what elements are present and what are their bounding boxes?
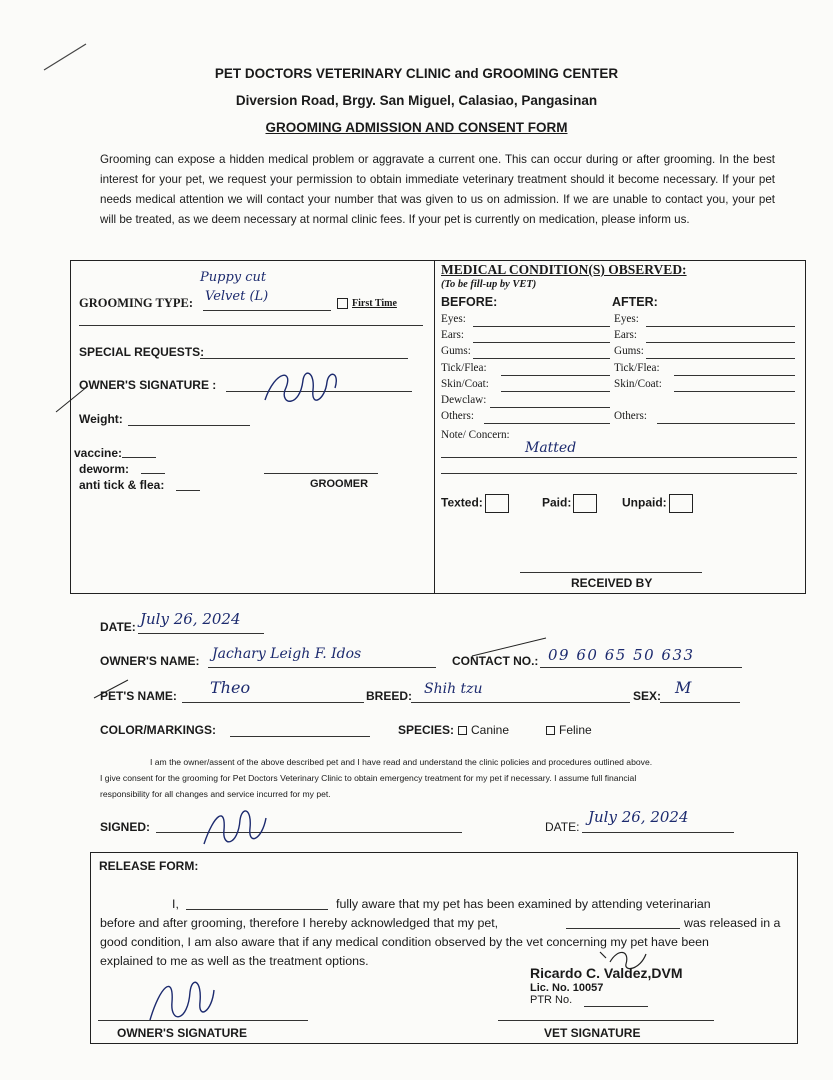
medical-subtitle: (To be fill-up by VET) bbox=[441, 279, 537, 290]
after-item: Skin/Coat: bbox=[614, 378, 662, 390]
release-title: RELEASE FORM: bbox=[99, 859, 199, 873]
signed-signature-scribble bbox=[196, 796, 276, 856]
sex-value: M bbox=[675, 678, 692, 697]
medical-title: MEDICAL CONDITION(S) OBSERVED: bbox=[441, 262, 687, 277]
after-item: Eyes: bbox=[614, 313, 639, 325]
contact-value: 09 60 65 50 633 bbox=[548, 646, 695, 664]
owner-name-label: OWNER'S NAME: bbox=[100, 654, 200, 668]
texted-label: Texted: bbox=[441, 495, 483, 510]
contact-strike bbox=[470, 634, 550, 660]
before-item: Gums: bbox=[441, 345, 471, 357]
breed-value: Shih tzu bbox=[424, 681, 483, 697]
canine-label: Canine bbox=[471, 723, 510, 737]
owner-signature-release-label: OWNER'S SIGNATURE bbox=[117, 1026, 247, 1040]
signed-label: SIGNED: bbox=[100, 820, 151, 834]
before-item: Ears: bbox=[441, 329, 464, 341]
deworm-label: deworm: bbox=[79, 462, 130, 476]
after-item: Ears: bbox=[614, 329, 637, 341]
breed-label: BREED: bbox=[366, 689, 413, 703]
before-item: Others: bbox=[441, 410, 474, 422]
intro-paragraph: Grooming can expose a hidden medical problem or aggravate a current one. This can occur during or after grooming. In the best interest for your pet, we request your permission to obtain immediate veterinary treatment should it become necessary. If your pet needs medical attention we will contact your number that was given to us on admission. If we are unable to contact you, your pet will be treated, as we deem necessary at normal clinic fees. If your pet is currently on medication, please inform us. bbox=[100, 153, 775, 226]
consent-date-value: July 26, 2024 bbox=[588, 808, 689, 826]
color-label: COLOR/MARKINGS: bbox=[100, 723, 216, 737]
before-item: Eyes: bbox=[441, 313, 466, 325]
note-label: Note/ Concern: bbox=[441, 429, 510, 441]
grooming-type-value-2: Velvet (L) bbox=[205, 289, 269, 304]
pet-name-label: PET'S NAME: bbox=[100, 689, 177, 703]
owner-signature-label: OWNER'S SIGNATURE : bbox=[79, 378, 217, 392]
before-item: Skin/Coat: bbox=[441, 378, 489, 390]
form-title: GROOMING ADMISSION AND CONSENT FORM bbox=[265, 120, 568, 135]
clinic-address: Diversion Road, Brgy. San Miguel, Calasiao, Pangasinan bbox=[235, 93, 598, 108]
special-requests-label: SPECIAL REQUESTS: bbox=[79, 345, 205, 359]
grooming-type-value-1: Puppy cut bbox=[200, 270, 267, 285]
consent-line-3: responsibility for all changes and service incurred for my pet. bbox=[100, 789, 331, 799]
consent-line-1: I am the owner/assent of the above described pet and I have read and understand the clinic policies and procedures outlined above. bbox=[150, 757, 653, 767]
species-label: SPECIES: bbox=[398, 723, 455, 737]
consent-line-2: I give consent for the grooming for Pet Doctors Veterinary Clinic to obtain emergency treatment for my pet if necessary. I assume full financial bbox=[100, 773, 637, 783]
paid-checkbox[interactable] bbox=[542, 494, 597, 513]
unpaid-checkbox[interactable] bbox=[622, 494, 693, 513]
vet-ptr: PTR No. bbox=[530, 994, 573, 1006]
release-p2b: was released in a bbox=[684, 916, 781, 930]
received-by-label: RECEIVED BY bbox=[571, 576, 653, 590]
owner-name-value: Jachary Leigh F. Idos bbox=[212, 646, 362, 662]
texted-checkbox[interactable] bbox=[441, 494, 509, 513]
before-item: Dewclaw: bbox=[441, 394, 487, 406]
check-stroke bbox=[52, 380, 92, 416]
owner-release-signature-scribble bbox=[140, 966, 220, 1032]
after-item: Tick/Flea: bbox=[614, 362, 660, 374]
contact-label: CONTACT NO.: bbox=[452, 654, 539, 668]
anti-tick-label: anti tick & flea: bbox=[79, 478, 165, 492]
before-item: Tick/Flea: bbox=[441, 362, 487, 374]
note-value: Matted bbox=[525, 440, 577, 456]
canine-checkbox[interactable] bbox=[458, 723, 509, 737]
date-value: July 26, 2024 bbox=[140, 610, 241, 628]
release-p3: good condition, I am also aware that if any medical condition observed by the vet concerning my pet have been bbox=[100, 935, 709, 949]
unpaid-label: Unpaid: bbox=[622, 495, 667, 510]
release-p4: explained to me as well as the treatment options. bbox=[100, 954, 369, 968]
date-label: DATE: bbox=[100, 620, 136, 634]
vet-name: Ricardo C. Valdez,DVM bbox=[530, 965, 683, 981]
sex-label: SEX: bbox=[633, 689, 662, 703]
feline-label: Feline bbox=[559, 723, 592, 737]
consent-date-label: DATE: bbox=[545, 820, 580, 834]
release-p1b: fully aware that my pet has been examined by attending veterinarian bbox=[336, 897, 711, 911]
after-label: AFTER: bbox=[612, 295, 658, 309]
grooming-type-label: GROOMING TYPE: bbox=[79, 296, 194, 310]
paid-label: Paid: bbox=[542, 495, 572, 510]
owner-signature-scribble bbox=[255, 360, 345, 418]
pet-name-value: Theo bbox=[210, 678, 251, 697]
release-p1a: I, bbox=[172, 897, 179, 911]
release-p2a: before and after grooming, therefore I hereby acknowledged that my pet, bbox=[100, 916, 499, 930]
vet-signature-label: VET SIGNATURE bbox=[544, 1026, 641, 1040]
clinic-name: PET DOCTORS VETERINARY CLINIC and GROOMING CENTER bbox=[214, 66, 619, 81]
vaccine-label: vaccine: bbox=[74, 446, 123, 460]
weight-label: Weight: bbox=[79, 412, 123, 426]
groomer-label: GROOMER bbox=[310, 478, 369, 490]
box-divider bbox=[434, 260, 435, 594]
first-time-label: First Time bbox=[352, 298, 397, 309]
after-item: Others: bbox=[614, 410, 647, 422]
feline-checkbox[interactable] bbox=[546, 723, 592, 737]
pet-strike bbox=[92, 676, 132, 702]
first-time-checkbox[interactable] bbox=[337, 298, 397, 309]
after-item: Gums: bbox=[614, 345, 644, 357]
vet-lic: Lic. No. 10057 bbox=[530, 982, 604, 994]
before-label: BEFORE: bbox=[441, 295, 498, 309]
